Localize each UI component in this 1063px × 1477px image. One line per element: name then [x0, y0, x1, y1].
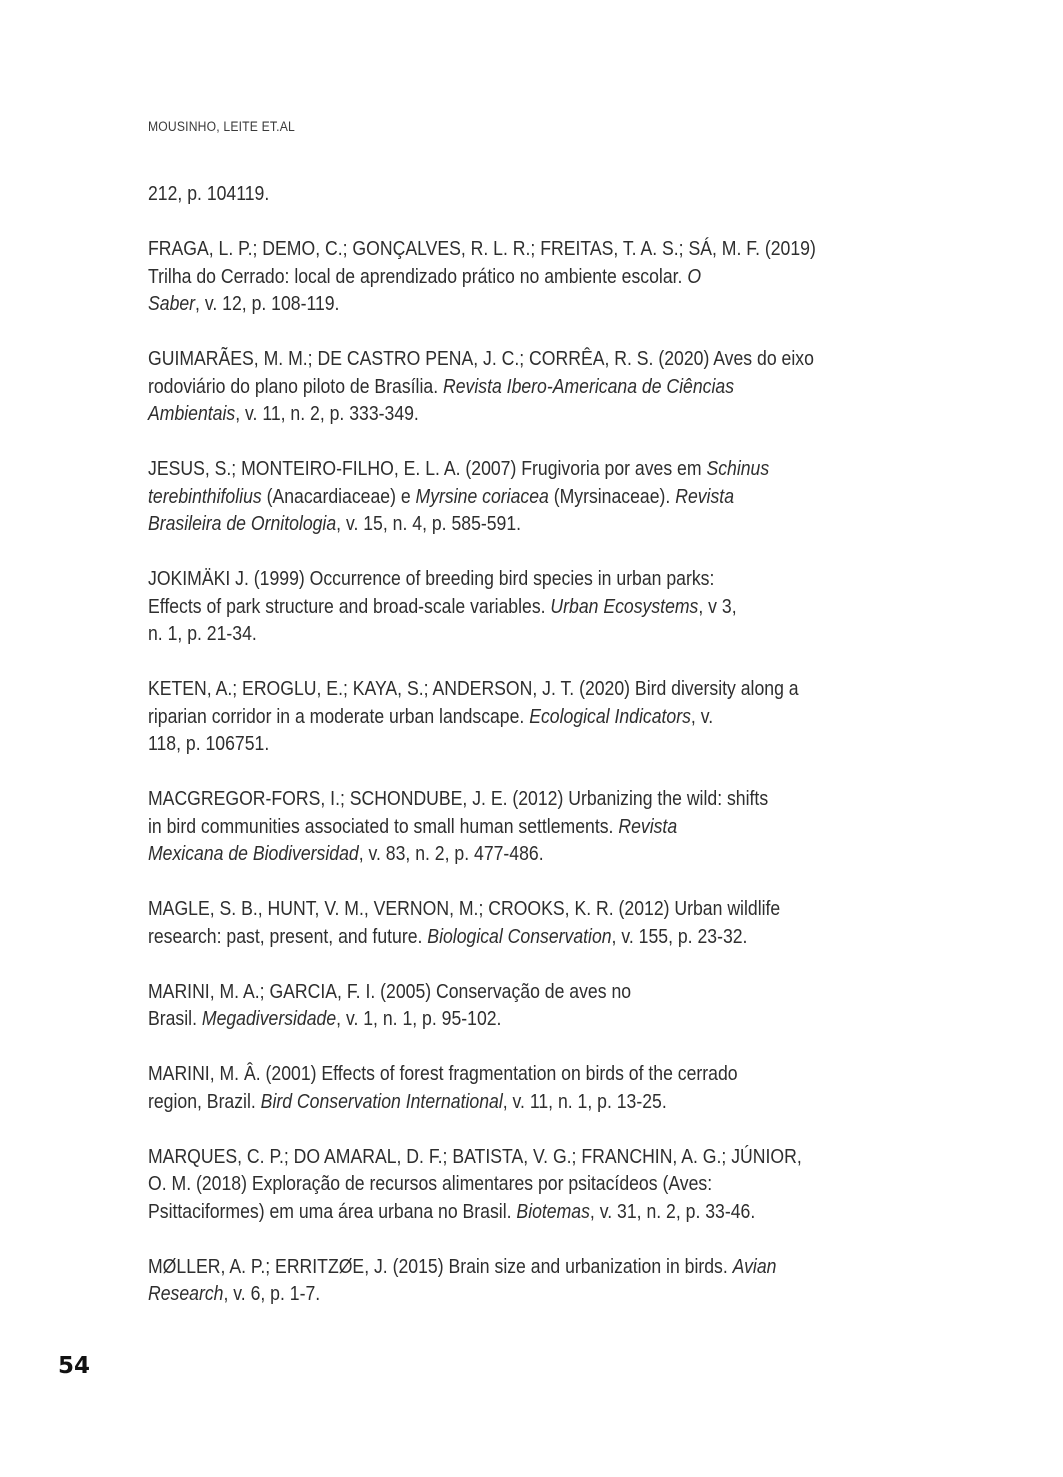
reference-text-segment: , v.	[690, 704, 714, 728]
reference-line	[148, 290, 922, 318]
reference-entry	[148, 978, 922, 1033]
reference-line	[148, 1170, 922, 1198]
reference-line	[148, 1143, 922, 1171]
reference-line	[148, 455, 922, 483]
reference-italic-segment: Avian	[732, 1254, 777, 1278]
reference-text-segment: , v. 6, p. 1-7.	[223, 1282, 321, 1305]
reference-italic-segment: Research	[148, 1282, 224, 1305]
reference-text-segment: O. M. (2018) Exploração de recursos alimentares por psitacídeos (Aves:	[148, 1172, 713, 1195]
reference-entry	[148, 675, 922, 758]
reference-text-segment: JOKIMÄKI J. (1999) Occurrence of breeding bird species in urban parks:	[148, 567, 715, 590]
reference-text-segment: rodoviário do plano piloto de Brasília.	[148, 374, 443, 398]
reference-text-segment: , v. 155, p. 23-32.	[611, 924, 748, 948]
reference-line	[148, 895, 922, 923]
reference-text-segment: (Myrsinaceae).	[548, 484, 676, 508]
reference-line	[148, 675, 922, 703]
reference-line	[148, 923, 922, 951]
reference-entry	[148, 895, 922, 950]
reference-text-segment: in bird communities associated to small human settlements.	[148, 814, 619, 838]
reference-line	[148, 345, 922, 373]
reference-line	[148, 1198, 922, 1226]
reference-italic-segment: Revista	[618, 814, 678, 838]
reference-text-segment: MARINI, M. A.; GARCIA, F. I. (2005) Conservação de aves no	[148, 979, 632, 1003]
reference-text-segment: 118, p. 106751.	[148, 732, 270, 755]
reference-text-segment: , v. 11, n. 2, p. 333-349.	[235, 402, 419, 425]
reference-line	[148, 400, 922, 428]
reference-text-segment: research: past, present, and future.	[148, 924, 428, 948]
reference-italic-segment: Brasileira de Ornitologia	[148, 512, 337, 535]
reference-text-segment: KETEN, A.; EROGLU, E.; KAYA, S.; ANDERSON, J. T. (2020) Bird diversity along a	[148, 677, 799, 700]
reference-italic-segment: Bird Conservation International	[260, 1089, 503, 1113]
reference-line	[148, 263, 922, 291]
reference-italic-segment: Revista	[675, 484, 734, 508]
reference-line	[148, 483, 922, 511]
reference-line	[148, 510, 922, 538]
reference-text-segment: FRAGA, L. P.; DEMO, C.; GONÇALVES, R. L. R.; FREITAS, T. A. S.; SÁ, M. F. (2019)	[148, 237, 816, 260]
reference-line	[148, 373, 922, 401]
reference-entry	[148, 455, 922, 538]
reference-line	[148, 1088, 922, 1116]
reference-text-segment: MARQUES, C. P.; DO AMARAL, D. F.; BATISTA, V. G.; FRANCHIN, A. G.; JÚNIOR,	[148, 1144, 802, 1168]
reference-line	[148, 1253, 922, 1281]
reference-text-segment: JESUS, S.; MONTEIRO-FILHO, E. L. A. (2007) Frugivoria por aves em	[148, 457, 707, 480]
reference-text-segment: MACGREGOR-FORS, I.; SCHONDUBE, J. E. (2012) Urbanizing the wild: shifts	[148, 787, 769, 810]
reference-text-segment: riparian corridor in a moderate urban landscape.	[148, 704, 530, 728]
reference-line	[148, 1060, 922, 1088]
reference-italic-segment: Biotemas	[516, 1199, 590, 1223]
reference-text-segment: (Anacardiaceae) e	[261, 484, 416, 508]
reference-text-segment: Brasil.	[148, 1007, 202, 1030]
reference-entry	[148, 1060, 922, 1115]
reference-text-segment: 212, p. 104119.	[148, 182, 270, 205]
reference-line	[148, 730, 922, 758]
reference-line	[148, 565, 922, 593]
reference-text-segment: , v. 1, n. 1, p. 95-102.	[336, 1007, 502, 1030]
reference-entry	[148, 235, 922, 318]
reference-line	[148, 235, 922, 263]
reference-italic-segment: Urban Ecosystems	[550, 594, 699, 618]
reference-text-segment: , v 3,	[698, 594, 737, 618]
reference-line	[148, 1280, 922, 1308]
reference-italic-segment: Schinus	[706, 457, 770, 480]
running-header: MOUSINHO, LEITE ET.AL	[148, 119, 295, 134]
reference-italic-segment: Revista Ibero-Americana de Ciências	[442, 374, 735, 398]
reference-line	[148, 620, 922, 648]
reference-entry	[148, 565, 922, 648]
reference-text-segment: GUIMARÃES, M. M.; DE CASTRO PENA, J. C.; CORRÊA, R. S. (2020) Aves do eixo	[148, 347, 814, 370]
reference-text-segment: region, Brazil.	[148, 1089, 261, 1113]
reference-line	[148, 813, 922, 841]
reference-line	[148, 840, 922, 868]
reference-line	[148, 593, 922, 621]
reference-entry	[148, 180, 922, 208]
page-number: 54	[58, 1353, 91, 1379]
reference-line	[148, 703, 922, 731]
reference-line	[148, 978, 922, 1006]
reference-entry	[148, 1253, 922, 1308]
reference-text-segment: MØLLER, A. P.; ERRITZØE, J. (2015) Brain size and urbanization in birds.	[148, 1254, 733, 1278]
reference-italic-segment: Saber	[148, 292, 196, 315]
reference-list	[148, 180, 1048, 1335]
reference-italic-segment: Ambientais	[148, 402, 236, 425]
reference-text-segment: , v. 31, n. 2, p. 33-46.	[589, 1199, 756, 1223]
reference-text-segment: MARINI, M. Â. (2001) Effects of forest fragmentation on birds of the cerrado	[148, 1062, 738, 1085]
reference-text-segment: , v. 83, n. 2, p. 477-486.	[358, 842, 544, 865]
reference-italic-segment: Mexicana de Biodiversidad	[148, 842, 359, 865]
reference-text-segment: Trilha do Cerrado: local de aprendizado prático no ambiente escolar.	[148, 264, 688, 288]
reference-text-segment: Psittaciformes) em uma área urbana no Brasil.	[148, 1199, 517, 1223]
reference-italic-segment: Biological Conservation	[427, 924, 612, 948]
reference-italic-segment: Ecological Indicators	[529, 704, 691, 728]
reference-italic-segment: Megadiversidade	[201, 1007, 337, 1030]
reference-italic-segment: O	[687, 264, 702, 288]
reference-entry	[148, 345, 922, 428]
reference-text-segment: , v. 15, n. 4, p. 585-591.	[336, 512, 522, 535]
reference-text-segment: , v. 11, n. 1, p. 13-25.	[502, 1089, 667, 1113]
reference-text-segment: , v. 12, p. 108-119.	[195, 292, 340, 315]
reference-line	[148, 180, 922, 208]
reference-entry	[148, 785, 922, 868]
reference-text-segment: n. 1, p. 21-34.	[148, 622, 257, 645]
reference-line	[148, 1005, 922, 1033]
reference-italic-segment: Myrsine coriacea	[415, 484, 549, 508]
reference-italic-segment: terebinthifolius	[148, 484, 262, 508]
reference-text-segment: MAGLE, S. B., HUNT, V. M., VERNON, M.; CROOKS, K. R. (2012) Urban wildlife	[148, 897, 781, 920]
reference-entry	[148, 1143, 922, 1226]
reference-line	[148, 785, 922, 813]
reference-text-segment: Effects of park structure and broad-scale variables.	[148, 594, 551, 618]
